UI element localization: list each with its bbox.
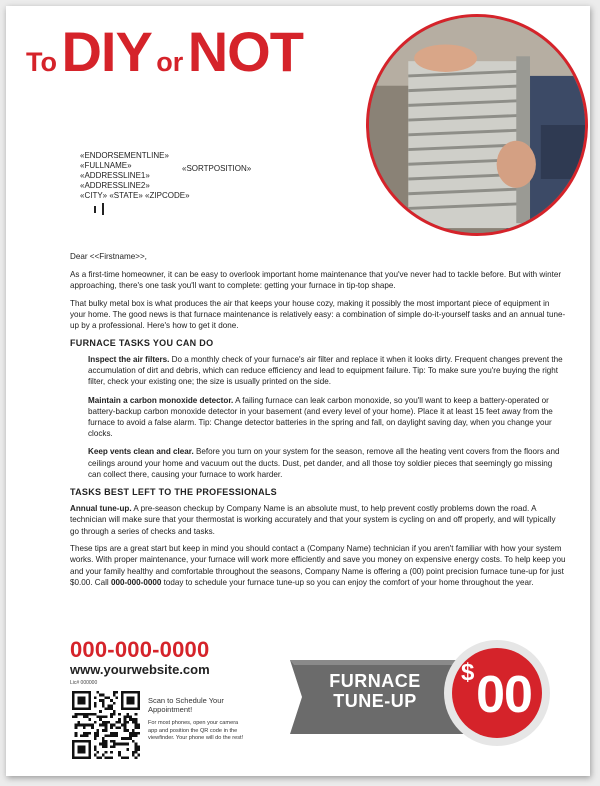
price-value-wrap [443,639,551,747]
filter-photo-illustration [369,17,585,233]
task-item [88,395,566,440]
address-line: «ADDRESSLINE1» [80,171,150,180]
headline-not: NOT [187,20,303,83]
tuneup-paragraph [70,503,566,537]
task-text: Before you turn on your system for the season, remove all the heating vent covers from the floors and ceilings around your home and vacuum out the ducts. Dust, pet dander, and all those toy soldier pieces that seemingly go missing can collect there, causing your furnace to work harder. [88,447,560,479]
headline-or: or [156,47,184,77]
qr-heading: Scan to Schedule Your Appointment! [148,696,224,714]
address-line: «ENDORSEMENTLINE» [80,151,169,160]
qr-help-text: For most phones, open your camera app and position the QR code in the viewfinder. Your phone will do the rest! [148,720,244,742]
task-item [88,446,566,480]
section-heading-pro: TASKS BEST LEFT TO THE PROFESSIONALS [70,486,277,497]
task-text: A failing furnace can leak carbon monoxide, so you'll want to keep a battery-operated or battery-backup carbon monoxide detector in your basement (and every level of your home). Place it at least 15 feet away from the furnace to avoid a false alarm. Tip: Change detector batteries in the spring and fall, on daylight saving day, when you change your clocks. [88,395,553,439]
closing-text: today to schedule your furnace tune-up so you can enjoy the comfort of your home throughout the year. [161,577,534,587]
license-number: Lic# 000000 [70,680,98,686]
headline [26,20,303,83]
postal-barcode [94,203,108,215]
sort-position-field: «SORTPOSITION» [182,164,252,173]
greeting: Dear <<Firstname>>, [70,252,147,261]
task-title: Keep vents clean and clear. [88,447,194,457]
task-text: Do a monthly check of your furnace's air filter and replace it when it looks dirty. Frequent changes prevent the accumulation of dirt and debris, which can reduce efficiency and lead to equipment failure. Tip: To make sure you're buying the right filter, check your existing one; the size is usually printed on the side. [88,354,563,387]
tuneup-title: Annual tune-up. [70,504,132,514]
closing-phone: 000-000-0000 [110,577,162,587]
intro-paragraph: That bulky metal box is what produces the air that keeps your house cozy, making it possibly the most important piece of equipment in your home. The good news is that furnace maintenance is relatively easy: a combination of simple do-it-yourself tasks and an annual tune-up by a professional. Here's how to get it done. [70,298,566,331]
qr-code[interactable] [72,691,140,759]
letter-body [70,251,566,595]
flyer-page [6,6,590,776]
furnace-filter-photo [366,14,588,236]
website-url: www.yourwebsite.com [70,662,210,677]
phone-number: 000-000-0000 [70,637,210,662]
intro-paragraph: As a first-time homeowner, it can be easy to overlook important home maintenance that you've never had to tackle before. But with winter approaching, there's one task you'll want to complete: getting your furnace in tip-top shape. [70,269,562,290]
price-badge [443,639,551,747]
mailing-address-block [80,151,190,201]
address-line: «CITY» «STATE» «ZIPCODE» [80,191,190,200]
qr-code-graphic [72,691,140,759]
address-line: «FULLNAME» [80,161,132,170]
closing-paragraph [70,543,566,588]
headline-diy: DIY [61,20,152,83]
task-title: Maintain a carbon monoxide detector. [88,395,234,405]
price-value: 00 [476,666,532,724]
offer-label-line2: TUNE-UP [333,691,417,711]
offer-label-line1: FURNACE [329,671,421,691]
price-currency: $ [461,659,475,686]
closing-text: These tips are a great start but keep in mind you should contact a (Company Name) technician if you aren't familiar with how your system works. With proper maintenance, your furnace will work more efficiently and save you money on expensive energy costs. To help keep you and your family healthy and comfortable throughout the seasons, Company Name is offering a (00) point precision furnace tune-up for just $0.00. Call [70,544,566,587]
section-heading-diy: FURNACE TASKS YOU CAN DO [70,337,214,348]
qr-instructions [148,696,248,743]
task-title: Inspect the air filters. [88,354,170,364]
tuneup-text: A pre-season checkup by Company Name is an absolute must, to help prevent costly problems down the road. A technician will make sure that your thermostat is working accurately and that your system is cycling on and off properly, and will typically go through a series of checks and tasks. [70,504,556,536]
address-line: «ADDRESSLINE2» [80,181,150,190]
offer-label [320,671,430,711]
task-item [88,354,566,388]
headline-to: To [26,47,57,77]
